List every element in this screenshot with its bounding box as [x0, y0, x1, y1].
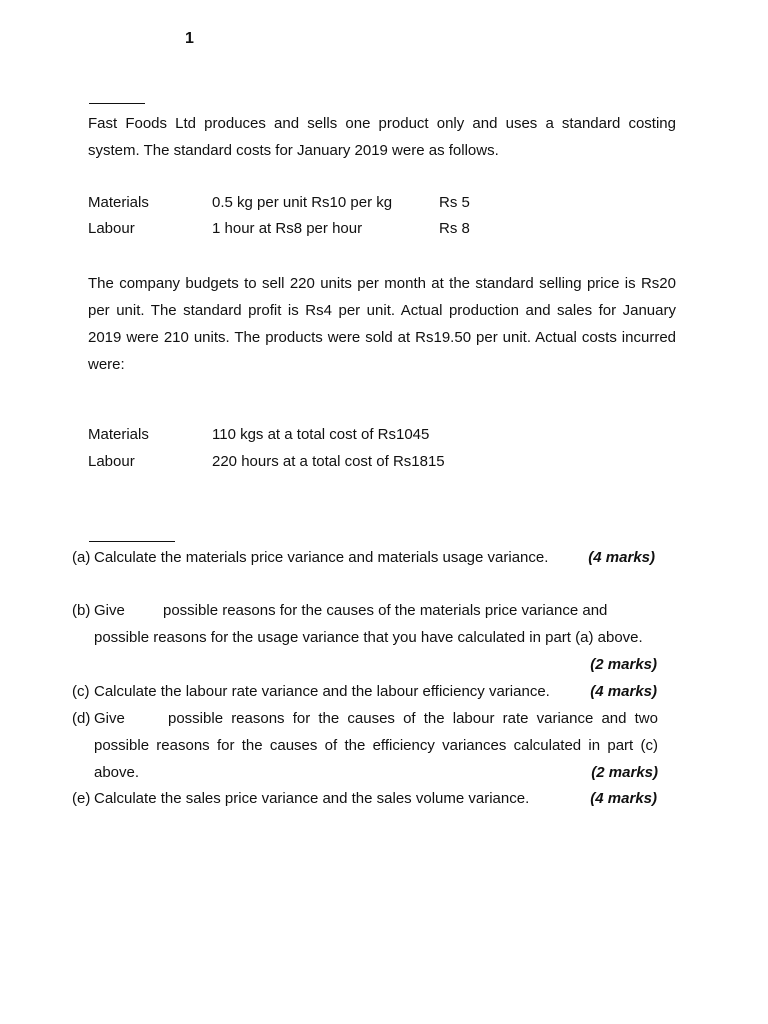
question-text: Calculate the sales price variance and the sales volume variance.: [94, 790, 530, 807]
question-a: [72, 544, 658, 571]
question-text-line2: possible reasons for the usage variance that you have calculated in part (a) above.: [94, 629, 643, 646]
standard-cost-row-labour: [88, 216, 688, 242]
cost-amount: Rs 5: [439, 194, 470, 211]
question-text: Calculate the labour rate variance and the labour efficiency variance.: [94, 683, 550, 700]
question-text-line1: possible reasons for the causes of the materials price variance and: [163, 602, 608, 619]
standard-cost-row-materials: [88, 190, 688, 216]
marks: (4 marks): [590, 683, 657, 700]
question-label: (a): [72, 549, 91, 566]
question-text-line3: above.: [94, 764, 140, 781]
cost-item: Labour: [88, 220, 135, 237]
question-word: Give: [94, 602, 125, 619]
cost-basis: 0.5 kg per unit Rs10 per kg: [212, 194, 393, 211]
budget-paragraph: The company budgets to sell 220 units per month at the standard selling price is Rs20 per unit. The standard profit is Rs4 per unit. Actual production and sales for January 2019 were 210 units. The products were sold at Rs19.50 per unit. Actual costs incurred were:: [88, 275, 676, 373]
question-text: Calculate the materials price variance and materials usage variance.: [94, 549, 549, 566]
marks: (2 marks): [590, 656, 657, 673]
cost-item: Materials: [88, 194, 149, 211]
marks: (4 marks): [590, 790, 657, 807]
question-number: 1: [185, 30, 194, 47]
question-label: (e): [72, 790, 91, 807]
actual-item: Materials: [88, 426, 149, 443]
intro-paragraph: Fast Foods Ltd produces and sells one product only and uses a standard costing system. The standard costs for January 2019 were as follows.: [88, 115, 676, 159]
question-e: [72, 785, 658, 812]
actual-item: Labour: [88, 453, 135, 470]
actual-detail: 220 hours at a total cost of Rs1815: [212, 453, 445, 470]
question-text-line1: possible reasons for the causes of the labour rate variance and two: [168, 710, 658, 727]
cost-basis: 1 hour at Rs8 per hour: [212, 220, 363, 237]
question-d: [72, 705, 658, 786]
question-label: (b): [72, 602, 91, 619]
blank-line: [89, 541, 175, 542]
cost-amount: Rs 8: [439, 220, 470, 237]
blank-line: [89, 103, 145, 104]
actual-cost-row-materials: [88, 422, 688, 448]
actual-detail: 110 kgs at a total cost of Rs1045: [212, 426, 430, 443]
actual-cost-row-labour: [88, 449, 688, 475]
question-label: (c): [72, 683, 90, 700]
question-label: (d): [72, 710, 91, 727]
question-text-line2: possible reasons for the causes of the efficiency variances calculated in part (c): [94, 737, 658, 754]
question-word: Give: [94, 710, 125, 727]
marks: (2 marks): [591, 764, 658, 781]
question-b: [72, 597, 658, 673]
marks: (4 marks): [588, 549, 655, 566]
question-c: [72, 678, 658, 705]
